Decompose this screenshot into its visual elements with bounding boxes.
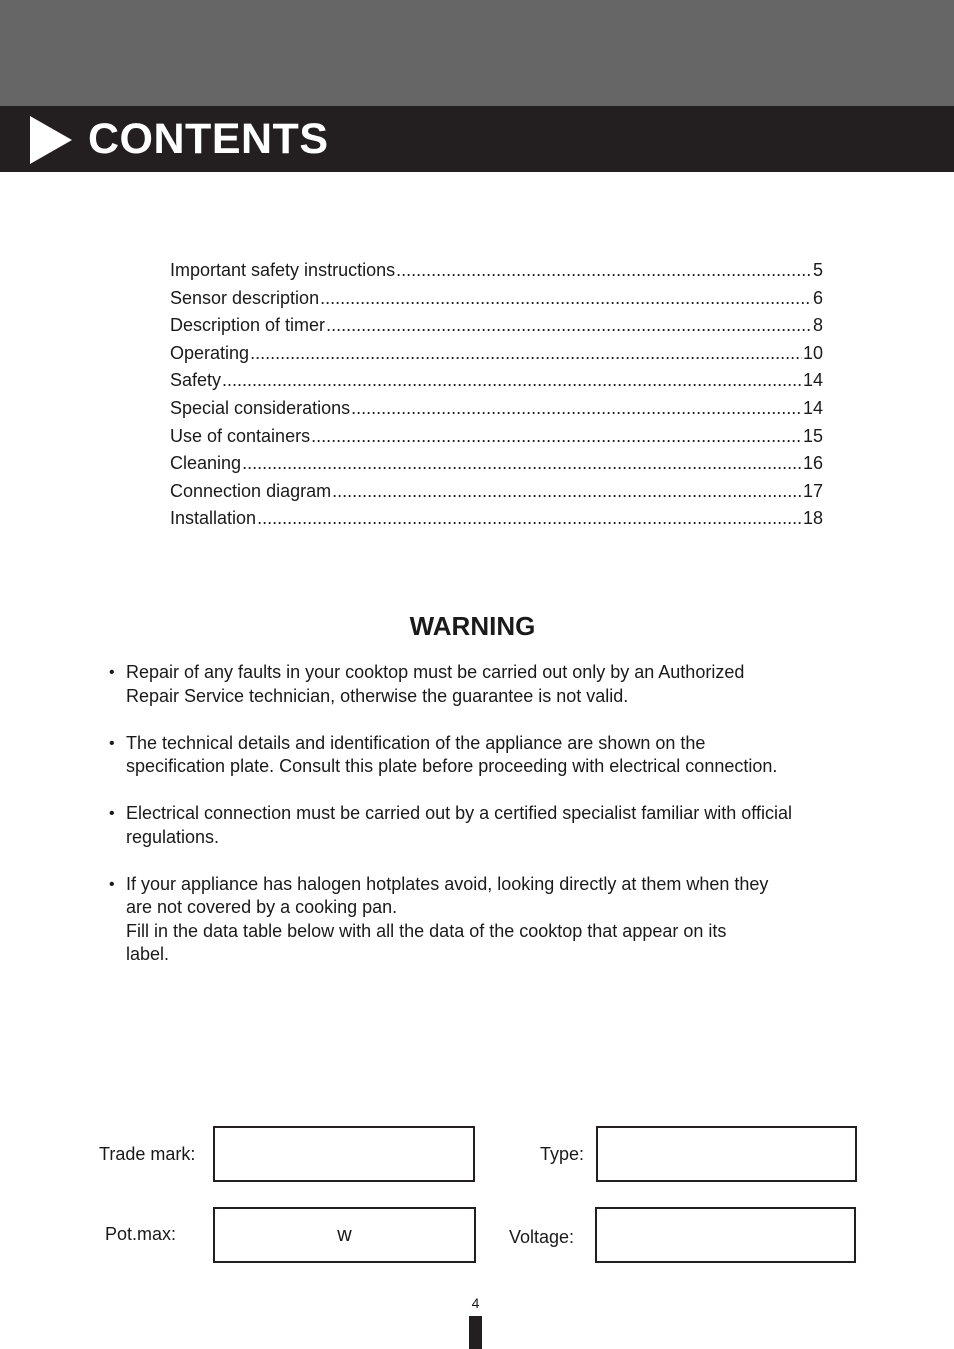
warning-text-line: label. (126, 944, 170, 964)
bullet-icon: • (109, 875, 115, 893)
toc-entry-label: Cleaning (170, 453, 242, 474)
toc-entry-label: Installation (170, 508, 257, 529)
toc-entry-label: Connection diagram (170, 480, 332, 501)
type-field[interactable] (596, 1126, 857, 1182)
toc-entry-label: Operating (170, 342, 250, 363)
toc-leader-dots (320, 285, 812, 313)
warning-text-line: Repair Service technician, otherwise the guarantee is not valid. (126, 685, 629, 706)
toc-entry-label: Use of containers (170, 425, 311, 446)
warning-item (104, 732, 874, 779)
toc-leader-dots (332, 478, 802, 506)
warning-text-line: If your appliance has halogen hotplates avoid, looking directly at them when they (126, 873, 769, 894)
warning-text-line: Repair of any faults in your cooktop must be carried out only by an Authorized (126, 662, 745, 682)
bullet-icon: • (109, 805, 115, 822)
voltage-field[interactable] (595, 1207, 856, 1263)
warning-item (104, 873, 874, 967)
toc-entry-label: Important safety instructions (170, 260, 396, 280)
toc-leader-dots (242, 450, 802, 478)
toc-leader-dots (257, 505, 802, 533)
toc-entry-page: 8 (812, 315, 823, 336)
toc-entry[interactable] (170, 340, 823, 368)
type-label: Type: (540, 1144, 585, 1164)
toc-entry-label: Description of timer (170, 315, 326, 336)
toc-entry[interactable] (170, 395, 823, 423)
trade-mark-label: Trade mark: (99, 1144, 196, 1164)
toc-entry[interactable] (170, 450, 823, 478)
toc-entry[interactable] (170, 367, 823, 395)
top-gray-band (0, 0, 954, 106)
warning-text-line: regulations. (126, 826, 220, 847)
toc-entry-page: 17 (802, 480, 823, 501)
warning-text-line: are not covered by a cooking pan. (126, 897, 398, 917)
warning-text-line: Fill in the data table below with all the data of the cooktop that appear on its (126, 920, 727, 941)
toc-entry-page: 14 (802, 397, 823, 418)
bullet-icon: • (109, 664, 115, 681)
trade-mark-field[interactable] (213, 1126, 475, 1182)
toc-entry-label: Special considerations (170, 397, 351, 418)
toc-entry[interactable] (170, 285, 823, 313)
toc-entry-page: 18 (802, 508, 823, 529)
warning-item (104, 661, 874, 708)
toc-entry-page: 16 (802, 453, 823, 474)
toc-leader-dots (351, 395, 802, 423)
toc-entry[interactable] (170, 257, 823, 285)
title-bar (0, 106, 954, 172)
page-tab-marker (469, 1316, 482, 1349)
bullet-icon: • (109, 734, 115, 752)
toc-entry-page: 14 (802, 370, 823, 391)
toc-entry-page: 6 (812, 287, 823, 308)
warning-item (104, 802, 874, 849)
warning-heading: WARNING (409, 611, 536, 641)
warning-text-line: Electrical connection must be carried out by a certified specialist familiar with official (126, 803, 792, 823)
play-arrow-icon (30, 116, 72, 164)
table-of-contents (170, 257, 823, 533)
page-number: 4 (471, 1295, 480, 1311)
toc-entry-label: Sensor description (170, 287, 320, 308)
toc-entry-page: 15 (802, 425, 823, 446)
toc-entry[interactable] (170, 505, 823, 533)
toc-leader-dots (311, 423, 802, 451)
warning-list (104, 661, 874, 990)
toc-leader-dots (250, 340, 802, 368)
toc-leader-dots (326, 312, 812, 340)
warning-text-line: The technical details and identification of the appliance are shown on the (126, 732, 706, 753)
toc-leader-dots (396, 257, 812, 285)
page-title: CONTENTS (88, 115, 329, 163)
pot-max-field[interactable]: w (213, 1207, 476, 1263)
voltage-label: Voltage: (509, 1227, 575, 1247)
toc-entry[interactable] (170, 423, 823, 451)
toc-entry-page: 10 (802, 342, 823, 363)
pot-max-label: Pot.max: (105, 1224, 177, 1244)
toc-leader-dots (222, 367, 802, 395)
toc-entry-label: Safety (170, 370, 222, 391)
toc-entry[interactable] (170, 478, 823, 506)
toc-entry-page: 5 (812, 260, 823, 280)
toc-entry[interactable] (170, 312, 823, 340)
warning-text-line: specification plate. Consult this plate before proceeding with electrical connection. (126, 756, 778, 776)
